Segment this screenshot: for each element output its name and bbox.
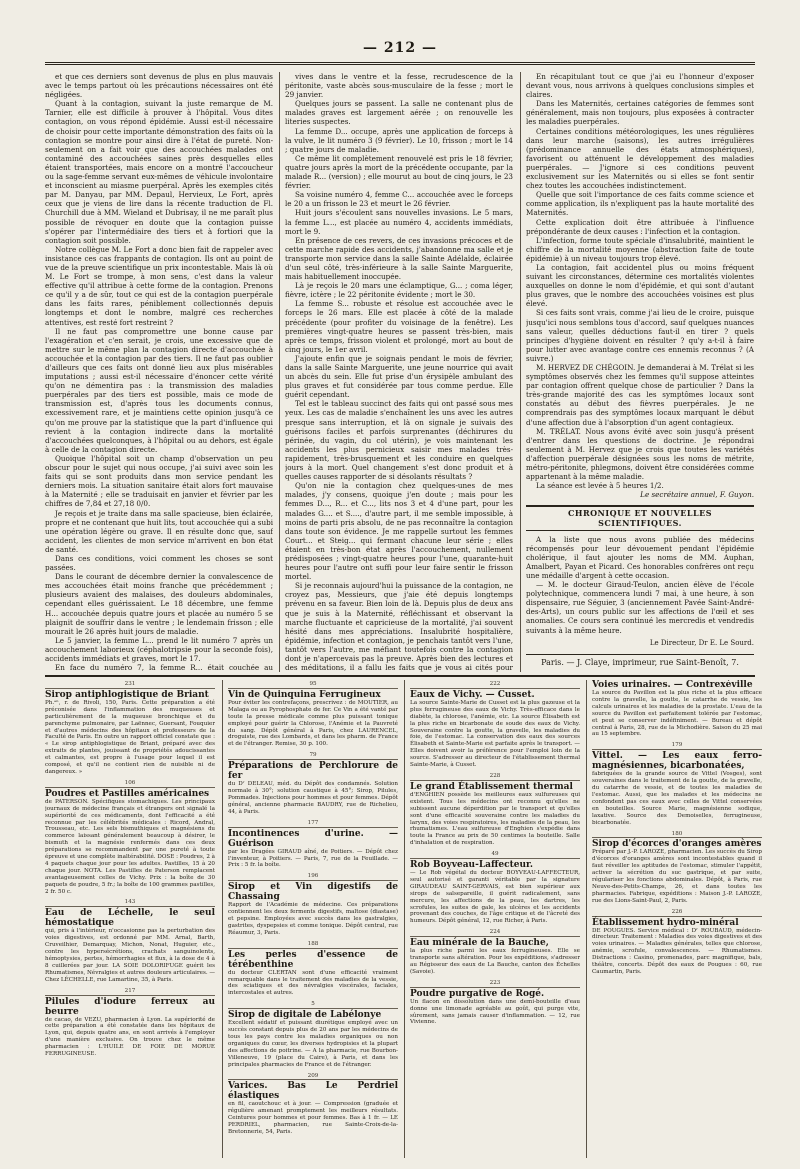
advertisement [228, 1001, 398, 1068]
ad-body: du Dʳ DELEAU, méd. du Dépôt des condamnés. Solution normale à 30°; solution caustique à 45°; Sirop, Pilules, Pommades. Injections pour hommes et pour femmes. Dépôt général, ancienne pharmacie BAUDRY, rue de Richelieu, 44, à Paris. [228, 781, 398, 815]
ad-title: Rob Boyveau-Laffecteur. [410, 860, 534, 871]
ad-title: Vin de Quinquina Ferrugineux [228, 689, 381, 700]
advertisement [228, 941, 398, 998]
ad-number: 79 [228, 752, 398, 760]
ad-title: Eaux de Vichy. — Cusset. [410, 689, 535, 700]
paragraph: — M. le docteur Giraud-Teulon, ancien élève de l'école polytechnique, commencera lundi 7 mai, à une heure, à son dispensaire, rue Séguier, 3 (anciennement Pavée Saint-André-des-Arts), un cours public sur les affections de l'œil et ses anomalies. Ce cours sera continué les mercredis et vendredis suivants à la même heure. [526, 580, 754, 635]
ad-body: DE POUGUES. Service médical : Dʳ ROUBAUD, médecin-directeur. Traitement : Maladies des voies digestives et des voies urinaires. — Maladies générales, telles que chlorose, anémie, scrofule, convalescences. — Rhumatismes. Distractions : Casino, promenades, parc magnifique, bals, théâtre, concerts. Dépôt des eaux de Pougues : 60, rue Caumartin, Paris. [592, 927, 762, 975]
ad-number: 231 [45, 681, 215, 689]
ad-title: Poudre purgative de Rogé. [410, 988, 545, 999]
paragraph: La femme S... robuste et résolue est accouchée avec le forceps le 26 mars. Elle est placée à côté de la malade précédente (pour profiter du voisinage de la fenêtre). Les premières vingt-quatre heures se passent très-bien, mais après ce temps, frisson violent et prolongé, mort au bout de cinq jours, le 1er avril. [285, 299, 513, 354]
ad-body: fabriquées de la grande source de Vittel (Vosges), sont souveraines dans le traitement de la goutte, de la gravelle, du catarrhe de vessie, et de toutes les maladies de l'estomac. Aussi, que les malades et les médecins ne confondent pas ces eaux avec celles de Vittel conservées en bouteilles. Source Marie, magnésienne sodique, laxative. Source des Demoiselles, ferrugineuse, bicarbonatée. [592, 771, 762, 826]
ad-title: Établissement hydro-minéral [592, 917, 739, 928]
ad-number: 106 [45, 780, 215, 788]
ad-title: Poudres et Pastilles américaines [45, 788, 210, 799]
ads-column-1 [45, 680, 215, 1158]
article-column-2 [285, 72, 513, 672]
ad-body: Rapport de l'Académie de médecine. Ces préparations contiennent les deux ferments digestifs, maltose (diastase) et pepsine. Employées avec succès dans les gastralgies, gastrites, dyspepsies et comme tonique. Dépôt central, rue Réaumur, 3, Paris. [228, 902, 398, 936]
ad-body: Préparé par J.-P. LAROZE, pharmacien. Les succès du Sirop d'écorces d'oranges amères sont incontestables quand il faut réveiller les aptitudes de l'estomac, stimuler l'appétit, activer la sécrétion du suc gastrique, et par suite, régulariser les fonctions abdominales. Dépôt, à Paris, rue Neuve-des-Petits-Champs, 26, et dans toutes les pharmacies. Fabrique, expéditions : Maison J.-P. LAROZE, rue des Lions-Saint-Paul, 2, Paris. [592, 849, 762, 904]
ad-title: Les perles d'essence de térébenthine [228, 949, 398, 970]
ad-title: Le grand Établissement thermal [410, 781, 573, 792]
ad-number: 177 [228, 820, 398, 828]
advertisement [410, 980, 580, 1027]
ad-body: du docteur CLERTAN sont d'une efficacité vraiment remarquable dans le traitement des maladies de la vessie, des sciatiques et des névralgies viscérales, faciales, intercostales et autres. [228, 969, 398, 997]
ad-body: Pour éviter les contrefaçons, prescrivez : de MOUTIER, au Malaga ou au Pyrophosphate de fer. Ce Vin a été vanté par toute la presse médicale comme plus puissant tonique employé pour guérir la Chlorose, l'Anémie et la Pauvreté du sang. Dépôt général à Paris, chez LAURENCEL, droguiste, rue des Lombards, et dans les pharm. de France et de l'étranger. Remise, 30 p. 100. [228, 699, 398, 748]
paragraph: L'infection, forme toute spéciale d'insalubrité, maintient le chiffre de la mortalité moyenne (abstraction faite de toute épidémie) à un niveau toujours trop élevé. [526, 235, 754, 263]
paragraph: Quoique l'hôpital soit un champ d'observation un peu obscur pour le sujet qui nous occupe, j'ai suivi avec soin les faits qui se sont produits dans mon service pendant les derniers mois. La situation sanitaire était alors fort mauvaise à la Maternité ; elle se traduisait en janvier et février par les chiffres de 7,84 et 27,18 0/0. [45, 453, 273, 509]
ad-title: Eau de Léchelle, le seul hémostatique [45, 908, 215, 929]
ad-body: de PATERSON. Spécifiques stomachiques. Les principaux journaux de médecine français et étrangers ont signalé la supériorité de ces médicaments, dont l'efficacité a été reconnue par les célébrités médicales : Ricord, Andral, Trousseau, etc. Les sels bismuthiques et magnésiens du commerce laissant généralement beaucoup à désirer, le bismuth et la magnésie renfermés dans ces deux préparations se recommandent par une pureté à toute épreuve et une complète inaltérabilité. DOSE : Poudres, 2 à 4 paquets chaque jour pour les adultes. Pastilles, 15 à 20 chaque jour. NOTA. Les Pastilles de Paterson remplacent avantageusement celles de Vichy. Prix : la boîte de 30 paquets de poudre, 5 fr.; la boîte de 100 grammes pastilles, 2 fr. 50 c. [45, 798, 215, 895]
director-line: Le Directeur, Dr E. Le Sourd. [649, 638, 754, 647]
ad-number: 223 [410, 980, 580, 988]
ads-top-rule [45, 675, 755, 677]
ad-title: Sirop et Vin digestifs de Chassaing [228, 882, 398, 903]
advertisement [592, 909, 762, 976]
ad-number: 188 [228, 941, 398, 949]
paragraph: En récapitulant tout ce que j'ai eu l'honneur d'exposer devant vous, nous arrivons à quelques conclusions simples et claires. [526, 72, 754, 100]
paragraph: Notre collègue M. Le Fort a donc bien fait de rappeler avec insistance ces cas frappants de contagion. Ils ont au point de vue de la preuve scientifique un prix incontestable. Mais là où M. Le Fort se trompe, à mon sens, c'est dans la valeur effective qu'il attribue à cette forme de la contagion. Prenons ce qu'il y a de sûr, tout ce qui est de la contagion puerpérale dans les faits rares, péniblement collectionnés depuis longtemps et dont le nombre, malgré ces recherches attentives, est resté fort restreint ? [45, 244, 273, 327]
paragraph: M. HERVEZ DE CHÉGOIN. Je demanderai à M. Trélat si les symptômes observés chez les femmes qu'il suppose atteintes par contagion offrent quelque chose de particulier ? Dans la très-grande majorité des cas les symptômes locaux sont constatés au début des fièvres puerpérales. Je ne comprendrais pas des symptômes locaux marquant le début d'une affection due à l'absorption d'un agent contagieux. [526, 363, 754, 427]
paragraph: vives dans le ventre et la fesse, recrudescence de la péritonite, vaste abcès sous-musculaire de la fesse ; mort le 29 janvier. [285, 72, 513, 100]
ad-body: de cacao, de VEZU, pharmacien à Lyon. La supériorité de cette préparation a été constatée dans les hôpitaux de Lyon, qui, depuis quatre ans, en sont arrivés à l'employer d'une manière exclusive. On trouve chez le même pharmacien : L'HUILE DE FOIE DE MORUE FERRUGINEUSE. [45, 1016, 215, 1058]
advertisement [45, 681, 215, 776]
paragraph: et que ces derniers sont devenus de plus en plus mauvais avec le temps partout où les précautions nécessaires ont été négligées. [45, 72, 273, 100]
advertisement [228, 1073, 398, 1136]
ad-number: 226 [592, 909, 762, 917]
ad-title: Sirop antiphlogistique de Briant [45, 689, 209, 700]
paragraph: Qu'on nie la contagion chez quelques-unes de mes malades, j'y consens, quoique j'en doute ; mais pour les femmes D..., R... et C..., lits nos 3 et 4 d'une part, pour les malades G.... et S...., d'autre part, il me semble impossible, à moins de parti pris absolu, de ne pas reconnaître la contagion dans toute son évidence. Je me rappelle surtout les femmes Court... et Steig... qui fermant chacune leur série ; elles étaient en très-bon état après l'accouchement, nullement prédisposées ; vingt-quatre heures pour l'une, quarante-huit heures pour l'autre ont suffi pour leur faire sentir le frisson mortel. [285, 481, 513, 582]
paragraph: Dans ces conditions, voici comment les choses se sont passées. [45, 553, 273, 573]
advertisement [410, 851, 580, 925]
chronique-heading: CHRONIQUE ET NOUVELLES SCIENTIFIQUES. [526, 505, 754, 530]
advertisement [228, 820, 398, 870]
paragraph: Quelle que soit l'importance de ces faits comme science et comme application, ils n'expliquent pas la haute mortalité des Maternités. [526, 190, 754, 218]
ad-title: Sirop de digitale de Labélonye [228, 1010, 382, 1021]
article-column-3 [526, 72, 754, 672]
ads-divider [586, 680, 587, 1158]
ad-title: Voies urinaires. — Contrexéville [592, 680, 753, 690]
paragraph: Quant à la contagion, suivant la juste remarque de M. Tarnier, elle est difficile à prouver à l'hôpital. Vous dites contagion, on vous répond épidémie. Aussi est-il nécessaire de choisir pour cette importante démonstration des faits où la contagion se montre pour ainsi dire à l'état de pureté. Non-seulement on a fait voir que des accouchées malades ont contaminé des accouchées saines près desquelles elles étaient transportées, mais encore on a montré l'accoucheur ou la sage-femme servant eux-mêmes de véhicule involontaire et inconscient au miasme puerpéral. Après les exemples cités par M. Danyau, par MM. Depaul, Hervieux, Le Fort, après ceux que je viens de lire dans la récente traduction de Fl. Churchill due à MM. Wieland et Dubrisay, il ne me paraît plus possible de révoquer en doute que la contagion puisse s'opérer par l'intermédiaire des tiers et à fortiori que la contagion soit possible. [45, 99, 273, 245]
ad-body: Un flacon en dissolution dans une demi-bouteille d'eau donne une limonade agréable au goût, qui purge vite, sûrement, sans jamais causer d'inflammation. — 12, rue Vivienne. [410, 998, 580, 1026]
ads-divider [222, 680, 223, 1158]
ad-title: Vittel. — Les eaux ferro-magnésiennes, bicarbonatées, [592, 751, 762, 772]
ad-body: d'ENGHIEN possède les meilleures eaux sulfureuses qui existent. Tous les médecins ont reconnu qu'elles ne subissent aucune déperdition par le transport et qu'elles sont d'une efficacité souveraine contre les maladies du larynx, des voies respiratoires, les maladies de la peau, les rhumatismes. L'eau sulfureuse d'Enghien s'expédie dans toute la France au prix de 50 centimes la bouteille. Salle d'inhalation et de respiration. [410, 791, 580, 847]
ad-body: qui, pris à l'intérieur, n'occasionne pas la perturbation des voies digestives, est ordonné par MM. Arnal, Barth, Cruveilhier, Demarquay, Michon, Nonat, Huguier, etc., contre les hypersécrétions, crachats sanguinolents, hémoptysies, pertes, hémorrhagies et flux, à la dose de 4 à 8 cuillerées par jour. LA SOIE DOLORIFUGE guérit les Rhumatismes, Névralgies et autres douleurs articulaires. — Chez LÉCHELLE, rue Lamartine, 35, à Paris. [45, 928, 215, 983]
paragraph: J'ajoute enfin que je soignais pendant le mois de février, dans la salle Sainte Marguerite, une jeune nourrice qui avait un abcès du sein. Elle fut prise d'un érysipèle ambulant des plus graves et fut considérée par tous comme perdue. Elle guérit cependant. [285, 353, 513, 400]
ad-body: Ph.ᵉⁿ, r. de Rivoli, 150, Paris. Cette préparation a été préconisée dans l'inflammation des muqueuses et particulièrement de la muqueuse bronchique et du parenchyme pulmonaire, par Laënnec, Guersant, Fouquier et d'autres médecins des hôpitaux et professeurs de la Faculté de Paris. En outre un rapport officiel constate que : « Le sirop antiphlogistique de Briant, préparé avec des extraits de plantes, jouissant de propriétés adoucissantes et calmantes, est propre à l'usage pour lequel il est composé, et qu'il ne contient rien de nuisible ni de dangereux. » [45, 699, 215, 775]
paragraph: En face du numéro 7, la femme R... était couchée au [55, 663, 273, 672]
paragraph: Il ne faut pas compromettre une bonne cause par l'exagération et c'en serait, je crois, une excessive que de mettre sur le même plan la contagion directe d'accouchée à accouchée et la contagion par des tiers. Il ne faut pas oublier d'ailleurs que ces faits ont donné lieu aux plus misérables imputations ; aussi est-il nécessaire d'énoncer cette vérité qu'on ne démentira pas : la transmission des maladies puerpérales par des tiers est possible, mais ce mode de transmission est, d'après tous les documents connus, excessivement rare, et je maintiens cette opinion jusqu'à ce qu'on me prouve par la statistique que la part d'influence qui revient à la contagion indirecte dans la mortalité d'accouchées quelconques, à l'hôpital ou au dehors, est égale à celle de la contagion directe. [45, 326, 273, 454]
paragraph: Huit jours s'écoulent sans nouvelles invasions. Le 5 mars, la femme L..., est placée au numéro 4, accidents immédiats, mort le 9. [285, 208, 513, 236]
advertisement [410, 929, 580, 976]
ad-body: Excellent sédatif et puissant diurétique employé avec un succès constant depuis plus de 20 ans par les médecins de tous les pays contre les maladies organiques ou non organiques du cœur, les diverses hydropisies et la plupart des affections de poitrine. — A la pharmacie, rue Bourbon-Villeneuve, 19 (place du Caire), à Paris, et dans les principales pharmacies de France et de l'étranger. [228, 1020, 398, 1068]
ad-title: Incontinences d'urine. — Guérison [228, 828, 398, 849]
ad-number: 49 [410, 851, 580, 859]
ad-number: 5 [228, 1001, 398, 1009]
ad-number: 196 [228, 873, 398, 881]
advertisement [410, 773, 580, 847]
ad-title: Préparations de Perchlorure de fer [228, 761, 398, 782]
ad-number: 209 [228, 1073, 398, 1081]
paragraph: La femme D... occupe, après une application de forceps à la vulve, le lit numéro 3 (9 février). Le 10, frisson ; mort le 14 ; quatre jours de maladie. [285, 126, 513, 154]
top-rule [45, 62, 755, 65]
ad-title: Varices. Bas Le Perdriel élastiques [228, 1081, 398, 1102]
ad-number: 217 [45, 988, 215, 996]
ad-body: — Le Rob végétal du docteur BOYVEAU-LAFFECTEUR, seul autorisé et garanti véritable par la signature GIRAUDEAU SAINT-GERVAIS, est bien supérieur aux sirops de salsepareille, il guérit radicalement, sans mercure, les affections de la peau, les dartres, les scrofules, les suites de gale, les ulcères et les accidents provenant des couches, de l'âge critique et de l'âcreté des humeurs. Dépôt général, 12, rue Richer, à Paris. [410, 870, 580, 925]
paragraph: A la liste que nous avons publiée des médecins récompensés pour leur dévouement pendant l'épidémie cholérique, il faut ajouter les noms de MM. Auphan, Amalbert, Payan et Picard. Ces honorables confrères ont reçu une médaille d'argent à cette occasion. [526, 534, 754, 580]
column-divider [279, 72, 280, 672]
secretary-signature: Le secrétaire annuel, F. Guyon. [640, 490, 754, 500]
printer-line: Paris. — J. Claye, imprimeur, rue Saint-Benoît, 7. [526, 654, 754, 667]
ad-body: La source Sainte-Marie de Cusset est la plus gazeuse et la plus ferrugineuse des eaux de Vichy. Très-efficace dans le diabète, la chlorose, l'anémie, etc. La source Élisabeth est la plus riche en bicarbonate de soude des eaux de Vichy. Souveraine contre la goutte, la gravelle, les maladies du foie, de l'estomac. La conservation des eaux des sources Élisabeth et Sainte-Marie est parfaite après le transport. — Elles doivent avoir la préférence pour l'emploi loin de la source. S'adresser au directeur de l'établissement thermal Sainte-Marie, à Cusset. [410, 699, 580, 769]
ad-number: 180 [592, 831, 762, 839]
advertisement [228, 752, 398, 815]
advertisement [592, 680, 762, 738]
ad-number: 228 [410, 773, 580, 781]
advertisement [228, 681, 398, 748]
advertisement [410, 681, 580, 769]
ad-number: 143 [45, 899, 215, 907]
ad-body: La source du Pavillon est la plus riche et la plus efficace contre la gravelle, la goutte, le catarrhe de vessie, les calculs urinaires et les maladies de la prostate. L'eau de la source du Pavillon est parfaitement tolérée par l'estomac, et peut se conserver indéfiniment. — Bureau et dépôt central à Paris, 28, rue de la Michodière. Saison du 25 mai au 15 septembre. [592, 690, 762, 738]
ads-column-4 [592, 680, 762, 1158]
ad-number: 95 [228, 681, 398, 689]
ad-body: en fil, caoutchouc et à jour. — Compression (graduée et régulière amenant promptement les meilleurs résultats. Ceintures pour hommes et pour femmes. Bas à 1 fr. — LE PERDRIEL, pharmacien, rue Sainte-Croix-de-la-Bretonnerie, 54, Paris. [228, 1101, 398, 1136]
paragraph: La contagion, fait accidentel plus ou moins fréquent suivant les circonstances, détermine ces mortalités violentes auxquelles on donne le nom d'épidémie, et qui sont d'autant plus graves, que le nombre des accouchées voisines est plus élevé. [526, 262, 754, 309]
paragraph: Tel est le tableau succinct des faits qui ont passé sous mes yeux. Les cas de maladie s'enchaînent les uns avec les autres presque sans interruption, et là on signale je suivais des guérisons faciles et parfois surprenantes (déchirures du périnée, du vagin, du col utérin), je vois maintenant les accidents les plus pernicieux saisir mes malades très-rapidement, très-brusquement et les conduire en quelques jours à la mort. Quel changement s'est donc produit et à quelles causes rapporter de si désolants résultats ? [285, 399, 513, 482]
ad-title: Pilules d'iodure ferreux au beurre [45, 996, 215, 1017]
paragraph: En présence de ces revers, de ces invasions précoces et de cette marche rapide des accidents, j'abandonne ma salle et je transporte mon service dans la salle Sainte Adélaïde, éclairée d'un seul côté, très-inférieure à la salle Sainte Marguerite, mais habituellement inoccupée. [285, 235, 513, 282]
paragraph: Le 5 janvier, la femme L... prend le lit numéro 7 après un accouchement laborieux (céphalotripsie pour la seconde fois), accidents immédiats et graves, mort le 17. [45, 635, 273, 663]
ads-column-3 [410, 680, 580, 1158]
paragraph: M. TRÉLAT. Nous avons évité avec soin jusqu'à présent d'entrer dans les questions de doctrine. Je répondrai seulement à M. Hervez que je crois que toutes les variétés d'affection puerpérale désignées sous les noms de métrite, métro-péritonite, phlegmons, doivent être considérées comme appartenant à la même maladie. [526, 426, 754, 482]
paragraph: Dans le courant de décembre dernier la convalescence de mes accouchées était moins franche que précédemment ; plusieurs avaient des malaises, des douleurs abdominales, cependant elles guérissaient. Le 18 décembre, une femme H... accouchée depuis quatre jours et placée au numéro 5 se plaignit de souffrir dans le ventre ; le lendemain frisson ; elle mourait le 26 après huit jours de maladie. [45, 572, 273, 636]
ads-column-2 [228, 680, 398, 1158]
paragraph: Si ces faits sont vrais, comme j'ai lieu de le croire, puisque jusqu'ici nous semblons tous d'accord, sauf quelques nuances sans valeur, quelles déductions faut-il en tirer ? quels principes d'hygiène doivent en résulter ? qu'y a-t-il à faire pour lutter avec avantage contre ces ennemis reconnus ? (A suivre.) [526, 308, 754, 363]
advertisement [45, 780, 215, 896]
advertisement [228, 873, 398, 936]
article-column-1 [45, 72, 273, 672]
advertisement [45, 988, 215, 1058]
paragraph: Cette explication doit être attribuée à l'influence prépondérante de deux causes : l'infection et la contagion. [526, 217, 754, 236]
paragraph: Je reçois et je traite dans ma salle spacieuse, bien éclairée, propre et ne contenant que huit lits, tout accouchée qui a subi une opération légère ou grave. Il en résulte donc que, sauf accident, les clientes de mon service m'arrivent en bon état de santé. [45, 508, 273, 554]
ad-title: Eau minérale de la Bauche, [410, 938, 549, 949]
paragraph: Dans les Maternités, certaines catégories de femmes sont généralement, mais non toujours, plus exposées à contracter les maladies puerpérales. [526, 99, 754, 127]
paragraph: Là je reçois le 20 mars une éclamptique, G... ; coma léger, fièvre, ictère ; le 22 péritonite évidente ; mort le 30. [285, 281, 513, 300]
ad-body: par les Dragées GIRAUD aîné, de Poitiers. — Dépôt chez l'inventeur, à Poitiers. — Paris, 7, rue de la Feuillade. — Prix : 5 fr. la boîte. [228, 848, 398, 869]
advertisement [45, 899, 215, 983]
paragraph: Certaines conditions météorologiques, les unes régulières dans leur marche (saisons), les autres irrégulières (prédominance annuelle des états atmosphériques), favorisent ou atténuent le développement des maladies puerpérales. — J'ignore si ces conditions peuvent exclusivement sur les Maternités ou si elles se font sentir chez toutes les accouchées indistinctement. [526, 126, 754, 191]
ad-number: 224 [410, 929, 580, 937]
advertisements [45, 680, 760, 1160]
paragraph: La séance est levée à 5 heures 1/2. [536, 481, 664, 491]
paragraph: Sa voisine numéro 4, femme C... accouchée avec le forceps le 20 a un frisson le 23 et meurt le 26 février. [285, 190, 513, 209]
ad-number: 179 [592, 742, 762, 750]
ad-title: Sirop d'écorces d'oranges amères [592, 839, 762, 850]
advertisement [592, 831, 762, 905]
ad-body: la plus riche parmi les eaux ferrugineuses. Elle se transporte sans altération. Pour les expéditions, s'adresser au Régisseur des eaux de La Bauche, canton des Échelles (Savoie). [410, 948, 580, 975]
ads-divider [404, 680, 405, 1158]
paragraph: Ce même lit complètement renouvelé est pris le 18 février, quatre jours après la mort de la précédente occupante, par la malade R... (version) ; elle mourut au bout de cinq jours, le 23 février. [285, 153, 513, 191]
page-number: — 212 — [363, 40, 437, 56]
paragraph: Quelques jours se passent. La salle ne contenant plus de malades graves est largement aérée ; on renouvelle les literies suspectes. [285, 99, 513, 127]
column-divider [520, 72, 521, 672]
advertisement [592, 742, 762, 826]
paragraph: Si je reconnais aujourd'hui la puissance de la contagion, ne croyez pas, Messieurs, que j'aie été depuis longtemps prévenu en sa faveur. Bien loin de là. Depuis plus de deux ans que je suis à la Maternité, réfléchissant et observant la marche fluctuante et capricieuse de la mortalité, j'ai souvent hésité dans mes appréciations. Insalubrité hospitalière, épidémie, infection et contagion, je penchais tantôt vers l'une, tantôt vers l'autre, me méfiant toutefois contre la contagion dont je n'apercevais pas la preuve. Après bien des lectures et des méditations, il a fallu les faits que je vous ai cités pour [285, 581, 513, 672]
ad-number: 222 [410, 681, 580, 689]
